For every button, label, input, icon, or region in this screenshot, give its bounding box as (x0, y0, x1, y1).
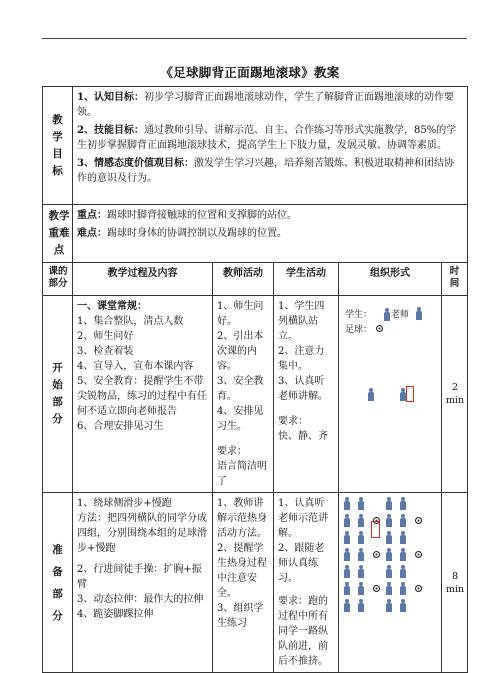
student-legend-label: 学生： (345, 310, 373, 320)
start-section-label: 开始部分 (43, 296, 73, 493)
student-icon (399, 531, 406, 544)
prep-section-label: 准备部分 (43, 493, 73, 673)
prep-section-row (43, 493, 468, 673)
student-icon (357, 548, 364, 561)
header-form: 组织形式 (339, 263, 442, 296)
start-time: 2 min (442, 296, 468, 493)
student-icon (343, 565, 350, 578)
student-icon (385, 497, 392, 510)
student-icon (399, 497, 406, 510)
student-icon (343, 497, 350, 510)
page-top-rule (42, 38, 467, 39)
student-icon (357, 531, 364, 544)
student-icon (399, 565, 406, 578)
start-process: 一、课堂常规： 1、集合整队，清点人数 2、师生问好 3、检查着装 4、宣导入，宣布本课内容 5、安全教育：提醒学生不带尖锐物品，练习的过程中有任何不适立即向老师报告 6、合理安排见习生 (73, 296, 213, 493)
student-icon (357, 582, 364, 595)
student-icon (399, 582, 406, 595)
header-teacher: 教师活动 (213, 263, 274, 296)
header-part: 课的部分 (43, 263, 73, 296)
student-icon (385, 599, 392, 612)
student-icon (385, 548, 392, 561)
student-icon (399, 514, 406, 527)
key-point: 重点：踢球时脚背接触球的位置和支撑脚的站位。 (77, 210, 297, 221)
prep-teacher: 1、教师讲解示范热身活动方法。 2、提醒学生热身过程中注意安全。 3、组织学生练习 (213, 493, 274, 673)
objective-item: 3、情感态度价值观目标：激发学生学习兴趣，培养刻苦锻炼、积极进取精神和团结协作的意识及行为。 (77, 158, 454, 184)
prep-formation (339, 493, 442, 673)
start-formation (339, 296, 442, 493)
prep-student: 1、认真听老师示范讲解。 2、跟随老师认真练习。 要求：跑的过程中所有同学一路纵队前进，前后不推挤。 (274, 493, 339, 673)
student-icon (357, 514, 364, 527)
prep-time: 8 min (442, 493, 468, 673)
key-points-content (73, 205, 468, 263)
ball-icon (415, 517, 422, 524)
header-process: 教学过程及内容 (73, 263, 213, 296)
student-icon (385, 582, 392, 595)
page-title: 《足球脚背正面踢地滚球》教案 (160, 65, 340, 80)
header-row (43, 263, 468, 296)
student-icon (343, 582, 350, 595)
lesson-plan-table (42, 86, 468, 673)
student-icon (399, 599, 406, 612)
start-student: 1、学生四列横队站立。 2、注意力集中。 3、认真听老师讲解。 要求： 快、静、齐 (274, 296, 339, 493)
student-icon (385, 514, 392, 527)
header-student: 学生活动 (274, 263, 339, 296)
ball-legend-icon (376, 325, 383, 332)
objective-item: 1、认知目标：初步学习脚背正面踢地滚球动作，学生了解脚背正面踢地滚球的动作要领。 (77, 92, 454, 118)
objectives-content (73, 87, 468, 205)
student-icon (399, 548, 406, 561)
start-teacher: 1、师生问好。 2、引出本次课的内容。 3、安全教育。 4、安排见习生。 要求： 语言简洁明了 (213, 296, 274, 493)
student-icon (343, 548, 350, 561)
teacher-legend-icon (415, 307, 422, 320)
ball-icon (415, 551, 422, 558)
student-icon (357, 599, 364, 612)
ball-icon (373, 551, 380, 558)
student-icon (385, 565, 392, 578)
ball-icon (373, 585, 380, 592)
prep-process: 1、绕球侧滑步+慢跑 方法：把四列横队的同学分成四组，分别围绕本组的足球滑步+慢跑 2、行进间徒手操：扩胸+振臂 3、动态拉伸：最作大的拉伸 4、跪姿脚踝拉伸 (73, 493, 213, 673)
ball-legend-label: 足球： (345, 325, 373, 335)
teacher-icon (399, 388, 406, 401)
start-section-row (43, 296, 468, 493)
student-icon (357, 497, 364, 510)
header-time: 时间 (442, 263, 468, 296)
student-icon (385, 531, 392, 544)
teacher-position-marker (371, 521, 380, 538)
key-points-label: 教学重难点 (43, 205, 73, 263)
teacher-position-marker (406, 386, 414, 402)
key-points-row (43, 205, 468, 263)
difficult-point: 难点：踢球时身体的协调控制以及踢球的位置。 (77, 228, 287, 239)
student-legend-icon (383, 308, 390, 321)
objective-item: 2、技能目标：通过教师引导、讲解示范、自主、合作练习等形式实施教学，85%的学生初步掌握脚背正面踢地滚球技术，提高学生上下肢力量，发展灵敏、协调等素质。 (77, 125, 457, 151)
student-icon (357, 565, 364, 578)
ball-icon (415, 585, 422, 592)
student-icon (367, 388, 374, 401)
student-icon (343, 531, 350, 544)
student-icon (343, 514, 350, 527)
teacher-legend-label: 老师 (391, 310, 410, 320)
student-icon (343, 599, 350, 612)
objectives-label: 教学目标 (43, 87, 73, 205)
objectives-row (43, 87, 468, 205)
